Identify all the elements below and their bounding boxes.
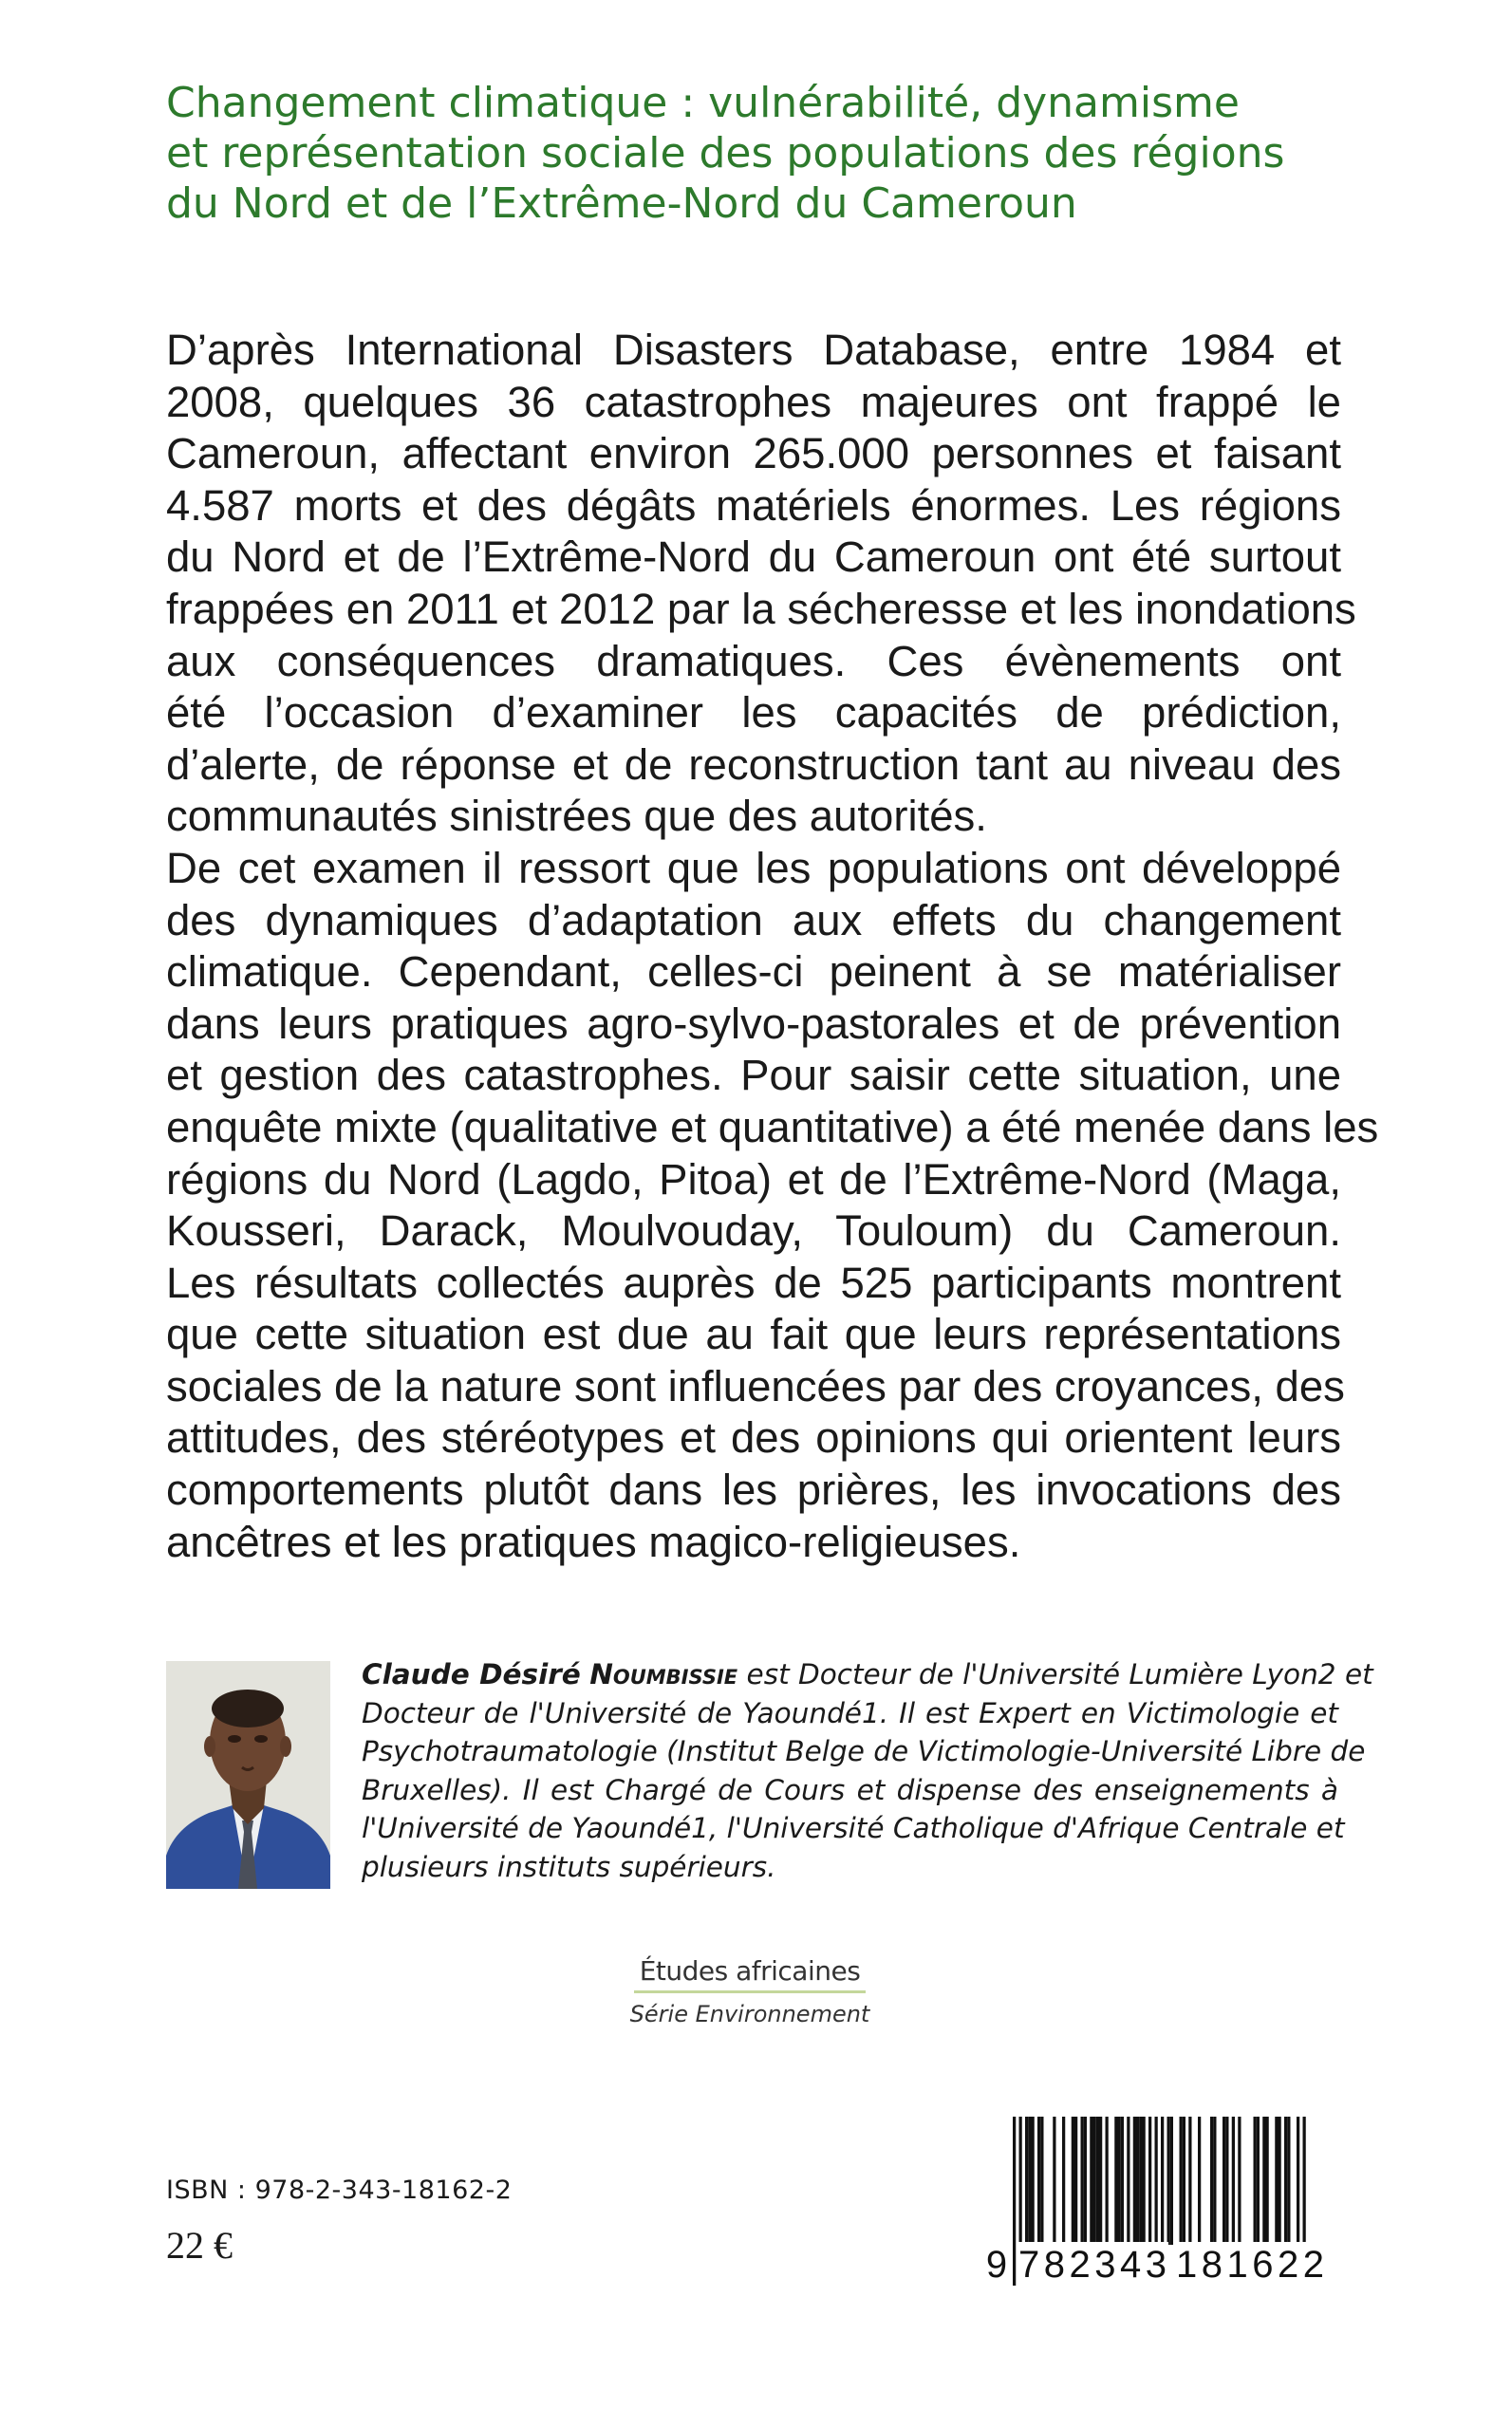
author-portrait [166, 1661, 330, 1889]
summary-paragraph-1 [166, 325, 1356, 843]
text-line: Cameroun, affectant environ 265.000 personnes et faisant [166, 429, 1341, 478]
text-line: comportements plutôt dans les prières, les invocations des [166, 1466, 1341, 1515]
barcode-bar [1188, 2117, 1191, 2245]
text-line: que cette situation est due au fait que leurs représentations [166, 1310, 1341, 1359]
text-line: communautés sinistrées que des autorités. [166, 792, 987, 841]
text-line: climatique. Cependant, celles-ci peinent à se matérialiser [166, 947, 1341, 997]
title-line: et représentation sociale des populations des régions [166, 129, 1285, 177]
text-line: De cet examen il ressort que les populations ont développé [166, 843, 1341, 892]
author-bio-line: Bruxelles). Il est Chargé de Cours et dispense des enseignements à [362, 1773, 1338, 1806]
text-line: été l’occasion d’examiner les capacités de prédiction, [166, 688, 1341, 738]
barcode-bar [1127, 2117, 1129, 2245]
barcode-bar [1143, 2117, 1146, 2245]
text-line: enquête mixte (qualitative et quantitative) a été menée dans les [166, 1102, 1379, 1151]
barcode-bar [1032, 2117, 1035, 2245]
series-name: Études africaines [634, 1955, 867, 1993]
title-line: Changement climatique : vulnérabilité, dynamisme [166, 79, 1240, 127]
title-line: du Nord et de l’Extrême-Nord du Cameroun [166, 179, 1077, 228]
barcode-bar [1257, 2117, 1260, 2245]
book-title [166, 78, 1362, 229]
text-line: Kousseri, Darack, Moulvouday, Touloum) du Cameroun. [166, 1206, 1341, 1256]
barcode-bar [1081, 2117, 1084, 2245]
text-line: ancêtres et les pratiques magico-religieuses. [166, 1517, 1021, 1566]
text-line: D’après International Disasters Database, entre 1984 et [166, 326, 1341, 374]
barcode-bar [1266, 2117, 1269, 2245]
text-line: 2008, quelques 36 catastrophes majeures ont frappé le [166, 377, 1341, 426]
barcode-bar [1062, 2117, 1065, 2245]
barcode-bar [1106, 2117, 1109, 2245]
barcode-bar [1213, 2117, 1216, 2245]
text-line: attitudes, des stéréotypes et des opinions qui orientent leurs [166, 1413, 1341, 1463]
barcode-digits [980, 2242, 1334, 2288]
author-bio-line: Psychotraumatologie (Institut Belge de Victimologie-Université Libre de [362, 1735, 1366, 1767]
text-line: régions du Nord (Lagdo, Pitoa) et de l’Extrême-Nord (Maga, [166, 1154, 1341, 1204]
barcode-bar [1118, 2117, 1121, 2245]
barcode-bar [1170, 2117, 1173, 2245]
barcode-bar [1093, 2117, 1096, 2245]
price-text: 22 € [166, 2224, 233, 2267]
barcode [980, 2117, 1334, 2286]
author-bio [362, 1655, 1373, 1886]
barcode-bar [1238, 2117, 1241, 2245]
author-bio-text: est Docteur de l'Université Lumière Lyon2 et [737, 1658, 1373, 1690]
barcode-bar [1121, 2117, 1124, 2245]
barcode-bar [1074, 2117, 1077, 2245]
barcode-bar [1090, 2117, 1092, 2245]
barcode-bar [1037, 2117, 1040, 2245]
barcode-bar [1183, 2117, 1185, 2245]
barcode-bar [1223, 2117, 1225, 2245]
barcode-bar [1053, 2117, 1055, 2245]
series-subseries: Série Environnement [629, 2001, 870, 2027]
text-line: aux conséquences dramatiques. Ces évènements ont [166, 636, 1341, 685]
series-logo [607, 1955, 892, 2027]
barcode-bar [1099, 2117, 1102, 2245]
barcode-bar [1198, 2117, 1201, 2245]
barcode-bar [1232, 2117, 1235, 2245]
barcode-bar [1096, 2117, 1099, 2245]
summary-paragraph-2 [166, 843, 1379, 1568]
barcode-bar [1254, 2117, 1257, 2245]
barcode-bar [1139, 2117, 1142, 2245]
author-bio-line: plusieurs instituts supérieurs. [362, 1850, 776, 1883]
author-bio-line [362, 1655, 1373, 1694]
text-line: d’alerte, de réponse et de reconstruction tant au niveau des [166, 739, 1341, 789]
text-line: 4.587 morts et des dégâts matériels énormes. Les régions [166, 480, 1341, 530]
author-first-names: Claude Désiré [362, 1658, 581, 1690]
barcode-bar [1284, 2117, 1287, 2245]
barcode-bar [1210, 2117, 1213, 2245]
text-line: et gestion des catastrophes. Pour saisir cette situation, une [166, 1051, 1341, 1100]
author-photo [166, 1661, 330, 1889]
barcode-bar [1180, 2117, 1183, 2245]
barcode-bar [1262, 2117, 1265, 2245]
author-surname: Noumbissie [589, 1658, 738, 1690]
text-line: frappées en 2011 et 2012 par la sécheresse et les inondations [166, 584, 1356, 633]
author-bio-line: Docteur de l'Université de Yaoundé1. Il est Expert en Victimologie et [362, 1696, 1338, 1729]
barcode-bar [1025, 2117, 1028, 2245]
isbn-text: ISBN : 978-2-343-18162-2 [166, 2176, 513, 2205]
barcode-bar [1028, 2117, 1031, 2245]
barcode-bar [1084, 2117, 1087, 2245]
barcode-bar [1114, 2117, 1117, 2245]
barcode-bar [1275, 2117, 1278, 2245]
barcode-bar [1040, 2117, 1043, 2245]
summary-text [166, 325, 1379, 1568]
barcode-bar [1167, 2117, 1170, 2245]
barcode-bar [1133, 2117, 1136, 2245]
text-line: Les résultats collectés auprès de 525 participants montrent [166, 1258, 1341, 1307]
barcode-bar [1148, 2117, 1151, 2245]
barcode-left-group: 782343 [1018, 2244, 1171, 2286]
barcode-right-group: 181622 [1176, 2244, 1329, 2286]
text-line: du Nord et de l’Extrême-Nord du Cameroun ont été surtout [166, 532, 1341, 582]
barcode-bar [1279, 2117, 1281, 2245]
author-bio-line: l'Université de Yaoundé1, l'Université Catholique d'Afrique Centrale et [362, 1812, 1345, 1844]
text-line: des dynamiques d’adaptation aux effets du changement [166, 895, 1341, 944]
barcode-bar [1287, 2117, 1290, 2245]
text-line: sociales de la nature sont influencées par des croyances, des [166, 1361, 1345, 1410]
text-line: dans leurs pratiques agro-sylvo-pastorales et de prévention [166, 999, 1341, 1048]
barcode-bar [1072, 2117, 1074, 2245]
barcode-first-digit: 9 [980, 2242, 1013, 2288]
barcode-bar [1225, 2117, 1228, 2245]
barcode-bar [1136, 2117, 1139, 2245]
